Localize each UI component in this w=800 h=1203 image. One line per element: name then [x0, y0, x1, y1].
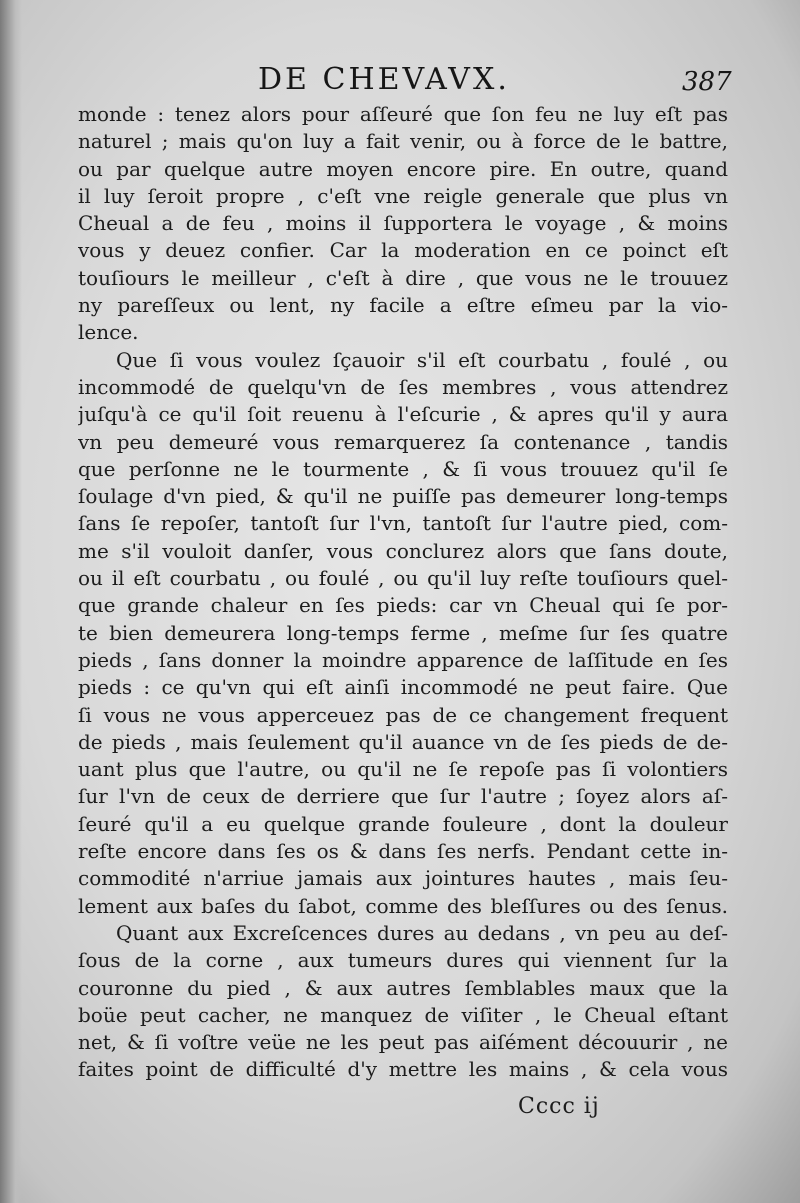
text-line: boüe peut cacher, ne manquez de viſiter , le Cheual eſtant — [78, 1002, 728, 1027]
running-head — [0, 62, 800, 102]
text-line: uant plus que l'autre, ou qu'il ne ſe repoſe pas ſi volontiers — [78, 757, 728, 782]
text-line: ſoulage d'vn pied, & qu'il ne puiſſe pas demeurer long-temps — [78, 484, 728, 509]
text-line: Cheual a de feu , moins il ſupportera le voyage , & moins — [78, 211, 728, 236]
body-text — [78, 102, 728, 1085]
text-line: net, & ſi voſtre veüe ne les peut pas aiſément découurir , ne — [78, 1030, 728, 1055]
running-title: DE CHEVAVX. — [258, 62, 510, 97]
text-line: te bien demeurera long-temps ferme , meſme ſur ſes quatre — [78, 620, 728, 645]
text-line: touſiours le meilleur , c'eſt à dire , que vous ne le trouuez — [78, 265, 728, 290]
text-line: naturel ; mais qu'on luy a fait venir, ou à force de le battre, — [78, 129, 728, 154]
text-line: de pieds , mais ſeulement qu'il auance vn de ſes pieds de de- — [78, 729, 728, 754]
text-line: reſte encore dans ſes os & dans ſes nerfs. Pendant cette in- — [78, 839, 728, 864]
text-line: me s'il vouloit danſer, vous conclurez alors que ſans doute, — [78, 538, 728, 563]
text-line: incommodé de quelqu'vn de ſes membres , vous attendrez — [78, 374, 728, 399]
text-line: que grande chaleur en ſes pieds: car vn Cheual qui ſe por- — [78, 593, 728, 618]
text-line: couronne du pied , & aux autres ſemblables maux que la — [78, 975, 728, 1000]
text-line: faites point de difficulté d'y mettre les mains , & cela vous — [78, 1057, 728, 1082]
text-line: juſqu'à ce qu'il ſoit reuenu à l'eſcurie , & apres qu'il y aura — [78, 402, 728, 427]
text-line: que perſonne ne le tourmente , & ſi vous trouuez qu'il ſe — [78, 456, 728, 481]
text-line: il luy ſeroit propre , c'eſt vne reigle generale que plus vn — [78, 183, 728, 208]
paragraph-start-line: Quant aux Excreſcences dures au dedans , vn peu au deſ- — [116, 920, 728, 945]
text-line: commodité n'arriue jamais aux jointures hautes , mais ſeu- — [78, 866, 728, 891]
text-line: ſous de la corne , aux tumeurs dures qui viennent ſur la — [78, 948, 728, 973]
paragraph-start-line: Que ſi vous voulez ſçauoir s'il eſt courbatu , foulé , ou — [116, 347, 728, 372]
page-gutter-shadow — [0, 0, 22, 1203]
text-line: lement aux baſes du ſabot, comme des bleſſures ou des ſenus. — [78, 893, 728, 918]
text-line: monde : tenez alors pour aſſeuré que ſon feu ne luy eſt pas — [78, 102, 728, 126]
text-line: ou il eſt courbatu , ou foulé , ou qu'il luy reſte touſiours quel- — [78, 566, 728, 591]
text-line: vous y deuez confier. Car la moderation en ce poinct eſt — [78, 238, 728, 263]
text-line: lence. — [78, 320, 139, 345]
text-line: ſans ſe repoſer, tantoſt ſur l'vn, tantoſt ſur l'autre pied, com- — [78, 511, 728, 536]
text-line: ny pareſſeux ou lent, ny facile a eſtre eſmeu par la vio- — [78, 293, 728, 318]
text-line: pieds , ſans donner la moindre apparence de laſſitude en ſes — [78, 647, 728, 672]
text-line: vn peu demeuré vous remarquerez ſa contenance , tandis — [78, 429, 728, 454]
page-number: 387 — [682, 67, 732, 97]
text-line: ſi vous ne vous apperceuez pas de ce changement frequent — [78, 702, 728, 727]
text-line: ſeuré qu'il a eu quelque grande fouleure , dont la douleur — [78, 811, 728, 836]
text-line: pieds : ce qu'vn qui eſt ainſi incommodé ne peut faire. Que — [78, 675, 728, 700]
text-line: ou par quelque autre moyen encore pire. En outre, quand — [78, 156, 728, 181]
catchword-signature: Cccc ij — [518, 1094, 600, 1119]
text-line: ſur l'vn de ceux de derriere que ſur l'autre ; ſoyez alors aſ- — [78, 784, 728, 809]
